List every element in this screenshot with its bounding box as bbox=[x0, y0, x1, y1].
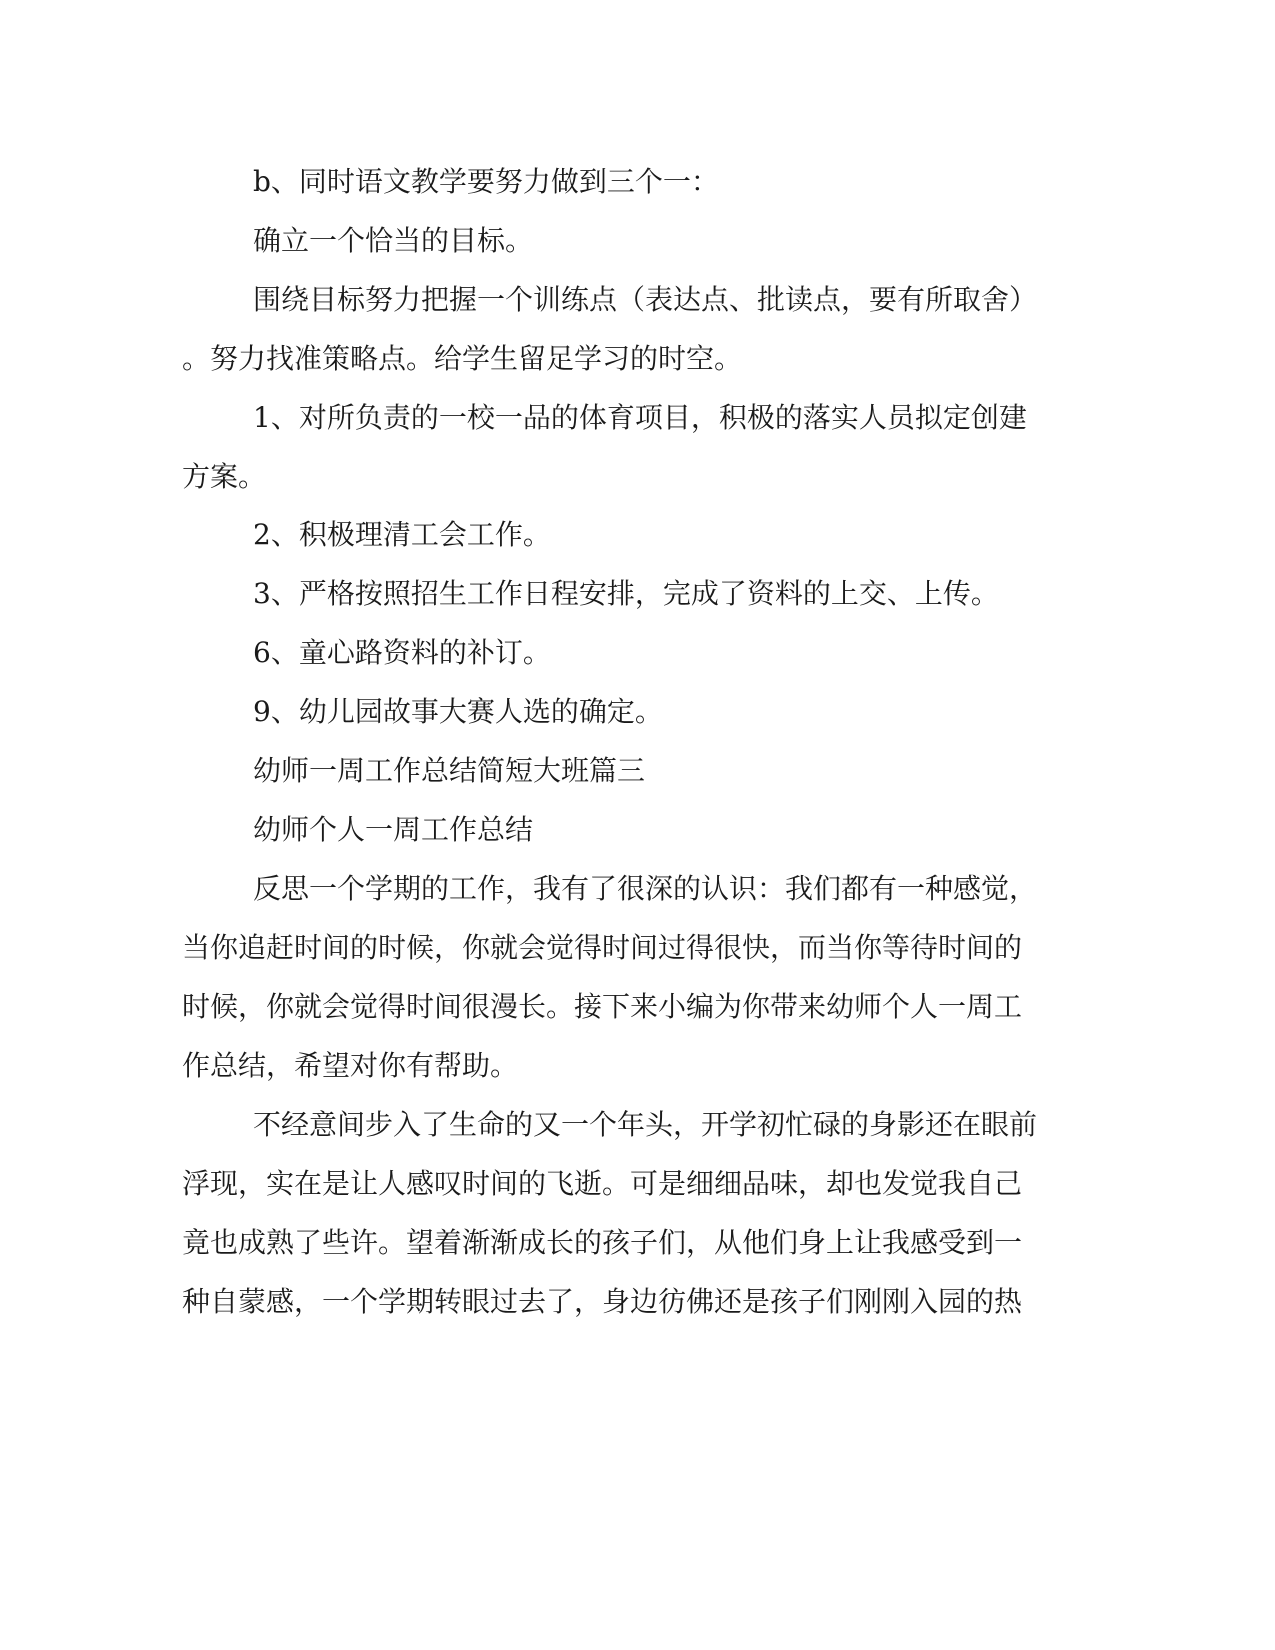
text-line: 浮现，实在是让人感叹时间的飞逝。可是细细品味，却也发觉我自己 bbox=[182, 1167, 1023, 1200]
text-line: 3、严格按照招生工作日程安排，完成了资料的上交、上传。 bbox=[253, 577, 999, 610]
text-line: 6、童心路资料的补订。 bbox=[253, 636, 551, 669]
text-line: 围绕目标努力把握一个训练点（表达点、批读点，要有所取舍） bbox=[253, 283, 1038, 316]
text-line: 确立一个恰当的目标。 bbox=[253, 224, 534, 257]
text-line: 种自蒙感，一个学期转眼过去了，身边彷佛还是孩子们刚刚入园的热 bbox=[182, 1285, 1023, 1318]
text-line: 1、对所负责的一校一品的体育项目，积极的落实人员拟定创建 bbox=[253, 401, 1027, 434]
text-line: 。努力找准策略点。给学生留足学习的时空。 bbox=[182, 342, 743, 375]
text-line: 时候，你就会觉得时间很漫长。接下来小编为你带来幼师个人一周工 bbox=[182, 990, 1023, 1023]
text-line: 作总结，希望对你有帮助。 bbox=[182, 1049, 519, 1082]
text-line: 2、积极理清工会工作。 bbox=[253, 518, 551, 551]
text-line: 竟也成熟了些许。望着渐渐成长的孩子们，从他们身上让我感受到一 bbox=[182, 1226, 1023, 1259]
text-line: 9、幼儿园故事大赛人选的确定。 bbox=[253, 695, 663, 728]
section-heading: 幼师一周工作总结简短大班篇三 bbox=[253, 754, 646, 787]
section-heading: 幼师个人一周工作总结 bbox=[253, 813, 534, 846]
text-line: 反思一个学期的工作，我有了很深的认识：我们都有一种感觉， bbox=[253, 872, 1038, 905]
text-line: 不经意间步入了生命的又一个年头，开学初忙碌的身影还在眼前 bbox=[253, 1108, 1038, 1141]
text-line: 当你追赶时间的时候，你就会觉得时间过得很快，而当你等待时间的 bbox=[182, 931, 1023, 964]
text-line: b、同时语文教学要努力做到三个一： bbox=[253, 165, 719, 198]
text-line: 方案。 bbox=[182, 460, 267, 493]
